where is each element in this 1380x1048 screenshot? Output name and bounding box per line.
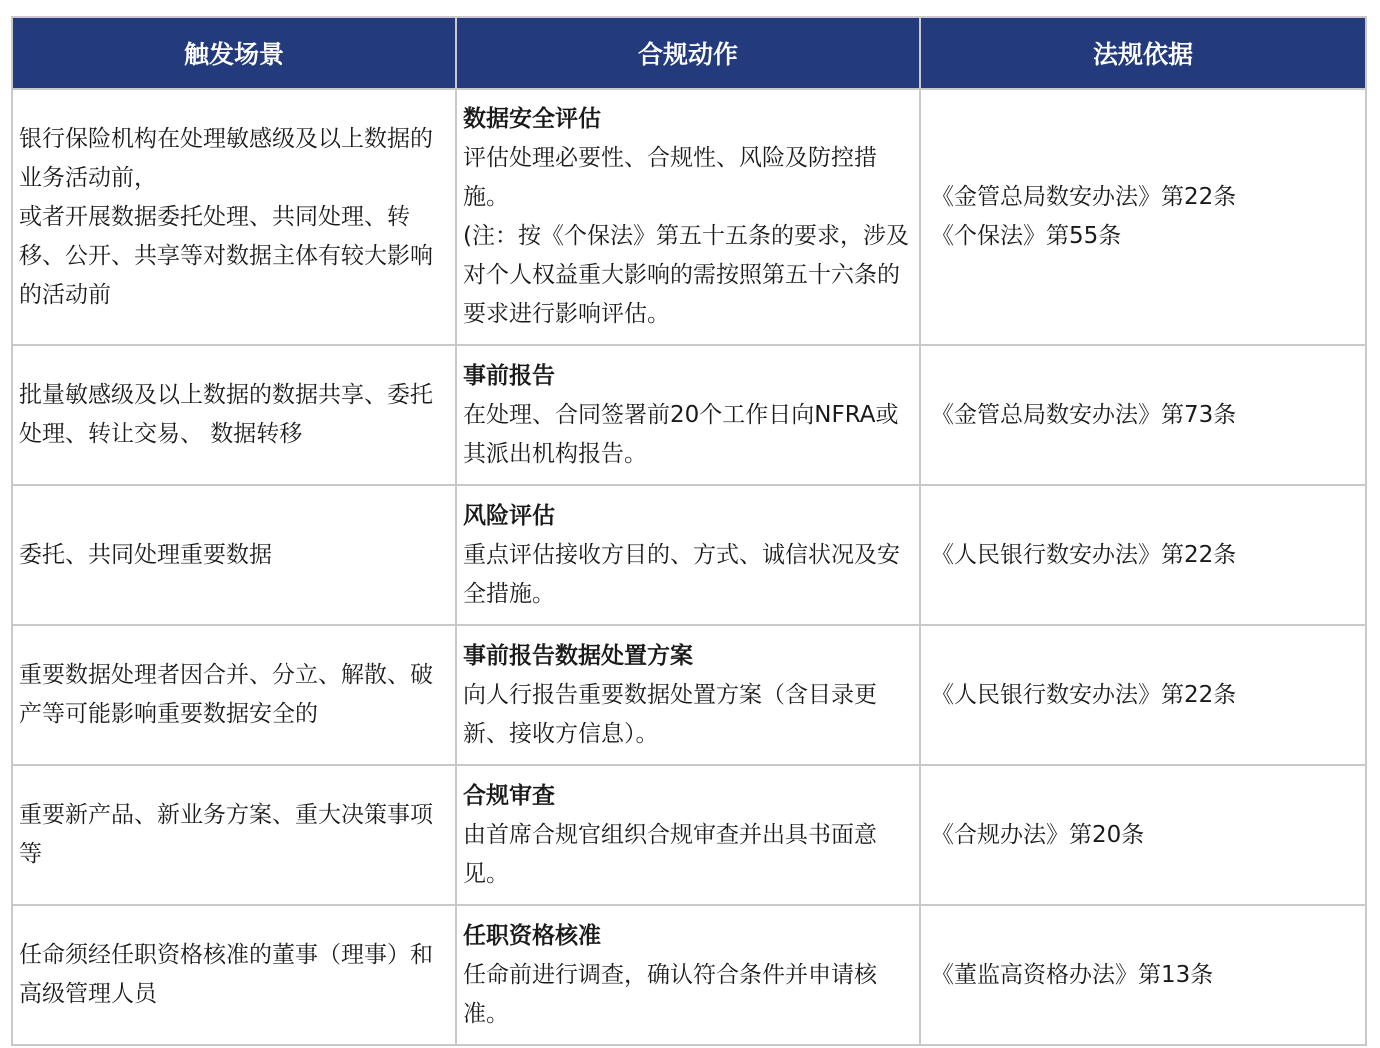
scenario-text: 批量敏感级及以上数据的数据共享、委托处理、转让交易、 数据转移 [19, 382, 433, 447]
scenario-cell [12, 625, 456, 765]
basis-cell [920, 345, 1366, 485]
compliance-table [11, 16, 1367, 1046]
action-cell [456, 345, 920, 485]
action-title: 事前报告 [463, 362, 555, 389]
scenario-cell [12, 89, 456, 345]
basis-text: 《金管总局数安办法》第22条 [931, 184, 1237, 210]
column-header-action: 合规动作 [456, 17, 920, 89]
column-header-basis: 法规依据 [920, 17, 1366, 89]
basis-text: 《董监高资格办法》第13条 [931, 961, 1214, 988]
basis-text: 《合规办法》第20条 [931, 821, 1145, 848]
basis-cell [920, 89, 1366, 345]
action-text: 评估处理必要性、合规性、风险及防控措施。 [463, 145, 877, 210]
basis-cell [920, 765, 1366, 905]
basis-text: 《人民银行数安办法》第22条 [931, 541, 1237, 568]
scenario-cell [12, 485, 456, 625]
compliance-table-container [11, 16, 1367, 1046]
action-text: 任命前进行调查，确认符合条件并申请核准。 [463, 961, 877, 1027]
action-title: 任职资格核准 [463, 922, 601, 949]
scenario-cell [12, 765, 456, 905]
table-row [12, 765, 1366, 905]
action-text: (注：按《个保法》第五十五条的要求，涉及对个人权益重大影响的需按照第五十六条的要求进行影响评估。 [463, 223, 909, 327]
action-text: 在处理、合同签署前20个工作日向NFRA或其派出机构报告。 [463, 401, 899, 467]
table-row [12, 345, 1366, 485]
action-text: 向人行报告重要数据处置方案（含目录更新、接收方信息）。 [463, 681, 877, 747]
basis-text: 《人民银行数安办法》第22条 [931, 681, 1237, 708]
action-title: 风险评估 [463, 502, 555, 529]
scenario-text: 重要新产品、新业务方案、重大决策事项等 [19, 802, 433, 867]
action-cell [456, 485, 920, 625]
basis-cell [920, 485, 1366, 625]
action-title: 合规审查 [463, 782, 555, 809]
table-row [12, 89, 1366, 345]
column-header-scenario: 触发场景 [12, 17, 456, 89]
scenario-text: 任命须经任职资格核准的董事（理事）和高级管理人员 [19, 942, 433, 1007]
basis-text: 《个保法》第55条 [931, 223, 1122, 249]
action-title: 事前报告数据处置方案 [463, 642, 693, 669]
action-cell [456, 905, 920, 1045]
action-text: 重点评估接收方目的、方式、诚信状况及安全措施。 [463, 541, 900, 607]
table-header-row [12, 17, 1366, 89]
scenario-text: 委托、共同处理重要数据 [19, 541, 272, 568]
scenario-text: 或者开展数据委托处理、共同处理、转移、公开、共享等对数据主体有较大影响的活动前 [19, 203, 433, 308]
scenario-cell [12, 905, 456, 1045]
action-title: 数据安全评估 [463, 106, 601, 132]
table-row [12, 485, 1366, 625]
basis-cell [920, 905, 1366, 1045]
basis-cell [920, 625, 1366, 765]
scenario-cell [12, 345, 456, 485]
action-cell [456, 765, 920, 905]
action-cell [456, 89, 920, 345]
action-text: 由首席合规官组织合规审查并出具书面意见。 [463, 821, 877, 887]
scenario-text: 银行保险机构在处理敏感级及以上数据的业务活动前， [19, 125, 433, 191]
action-cell [456, 625, 920, 765]
table-row [12, 625, 1366, 765]
table-row [12, 905, 1366, 1045]
scenario-text: 重要数据处理者因合并、分立、解散、破产等可能影响重要数据安全的 [19, 662, 433, 727]
basis-text: 《金管总局数安办法》第73条 [931, 401, 1237, 428]
